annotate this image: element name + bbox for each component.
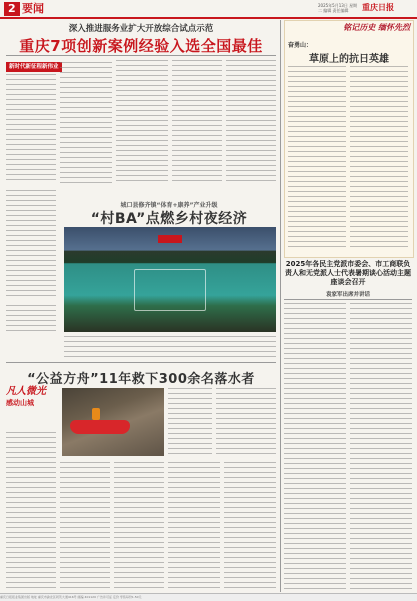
rescue-text-col-4 [168,462,220,590]
rescue-quote-block [168,388,212,456]
page-footer: 重庆日报报业集团出版 地址 重庆市渝北区同茂大道416号 邮编 401120 广告许可证 定价 零售每份1.50元 [0,593,417,601]
lead-text-col-2 [60,62,112,184]
left-caption-block [6,305,56,333]
rescue-text-col-5 [224,462,276,590]
rescue-text-col-1 [6,432,56,590]
meeting-text-col-1 [284,303,346,590]
basketball-court-photo [64,227,276,332]
history-text-col-1 [288,66,346,250]
lead-text-col-4 [172,60,222,184]
history-kicker: 奋勇山： [288,42,313,49]
feature-subheadline: 城口县修齐镇“体育+康养”产业升级 [120,202,218,209]
feature-headline: “村BA”点燃乡村夜经济 [90,211,248,227]
column-divider [280,20,281,592]
rescue-text-col-3 [114,462,164,590]
rescue-intro-block [216,388,276,456]
lead-headline: 重庆7项创新案例经验入选全国最佳 [19,37,263,55]
left-text-block [6,190,56,300]
meeting-subheadline: 袁家军出席并讲话 [325,292,370,298]
rescue-text-col-2 [60,462,110,590]
history-column-title: 铭记历史 缅怀先烈 [343,23,410,32]
rescue-boat [70,420,130,434]
meeting-divider [284,299,412,300]
lead-divider [6,55,276,56]
rescue-divider [6,362,276,363]
lead-text-col-1 [6,74,56,184]
lead-tag: 新时代新征程新伟业 [6,62,62,72]
rescue-side-title: 凡人微光 [6,386,46,397]
feature-caption [64,336,276,358]
lead-subheadline: 深入推进服务业扩大开放综合试点示范 [68,24,214,34]
issue-date: 2025年5月13日 星期二 编辑 责任编辑 [318,3,358,13]
history-headline: 草原上的抗日英雄 [309,54,389,65]
meeting-text-col-2 [350,303,412,590]
masthead-brand: 重庆日报 [362,3,394,12]
river-rescue-photo [62,388,164,456]
court-lines [134,269,206,311]
rescue-headline: “公益方舟”11年救下300余名落水者 [27,372,255,387]
header-rule [0,17,417,19]
section-title: 要闻 [22,2,44,15]
history-text-col-2 [350,66,408,250]
scoreboard [158,235,182,243]
rescue-side-title-box [6,386,56,426]
lead-text-col-5 [226,60,276,184]
lead-text-col-3 [116,60,168,184]
page-number: 2 [4,2,20,16]
rescue-side-subtitle: 感动山城 [6,399,34,407]
rescuer-figure [92,408,100,420]
meeting-headline: 2025年各民主党派市委会、市工商联负责人和无党派人士代表暑期谈心活动主题座谈会召开 [285,260,411,286]
